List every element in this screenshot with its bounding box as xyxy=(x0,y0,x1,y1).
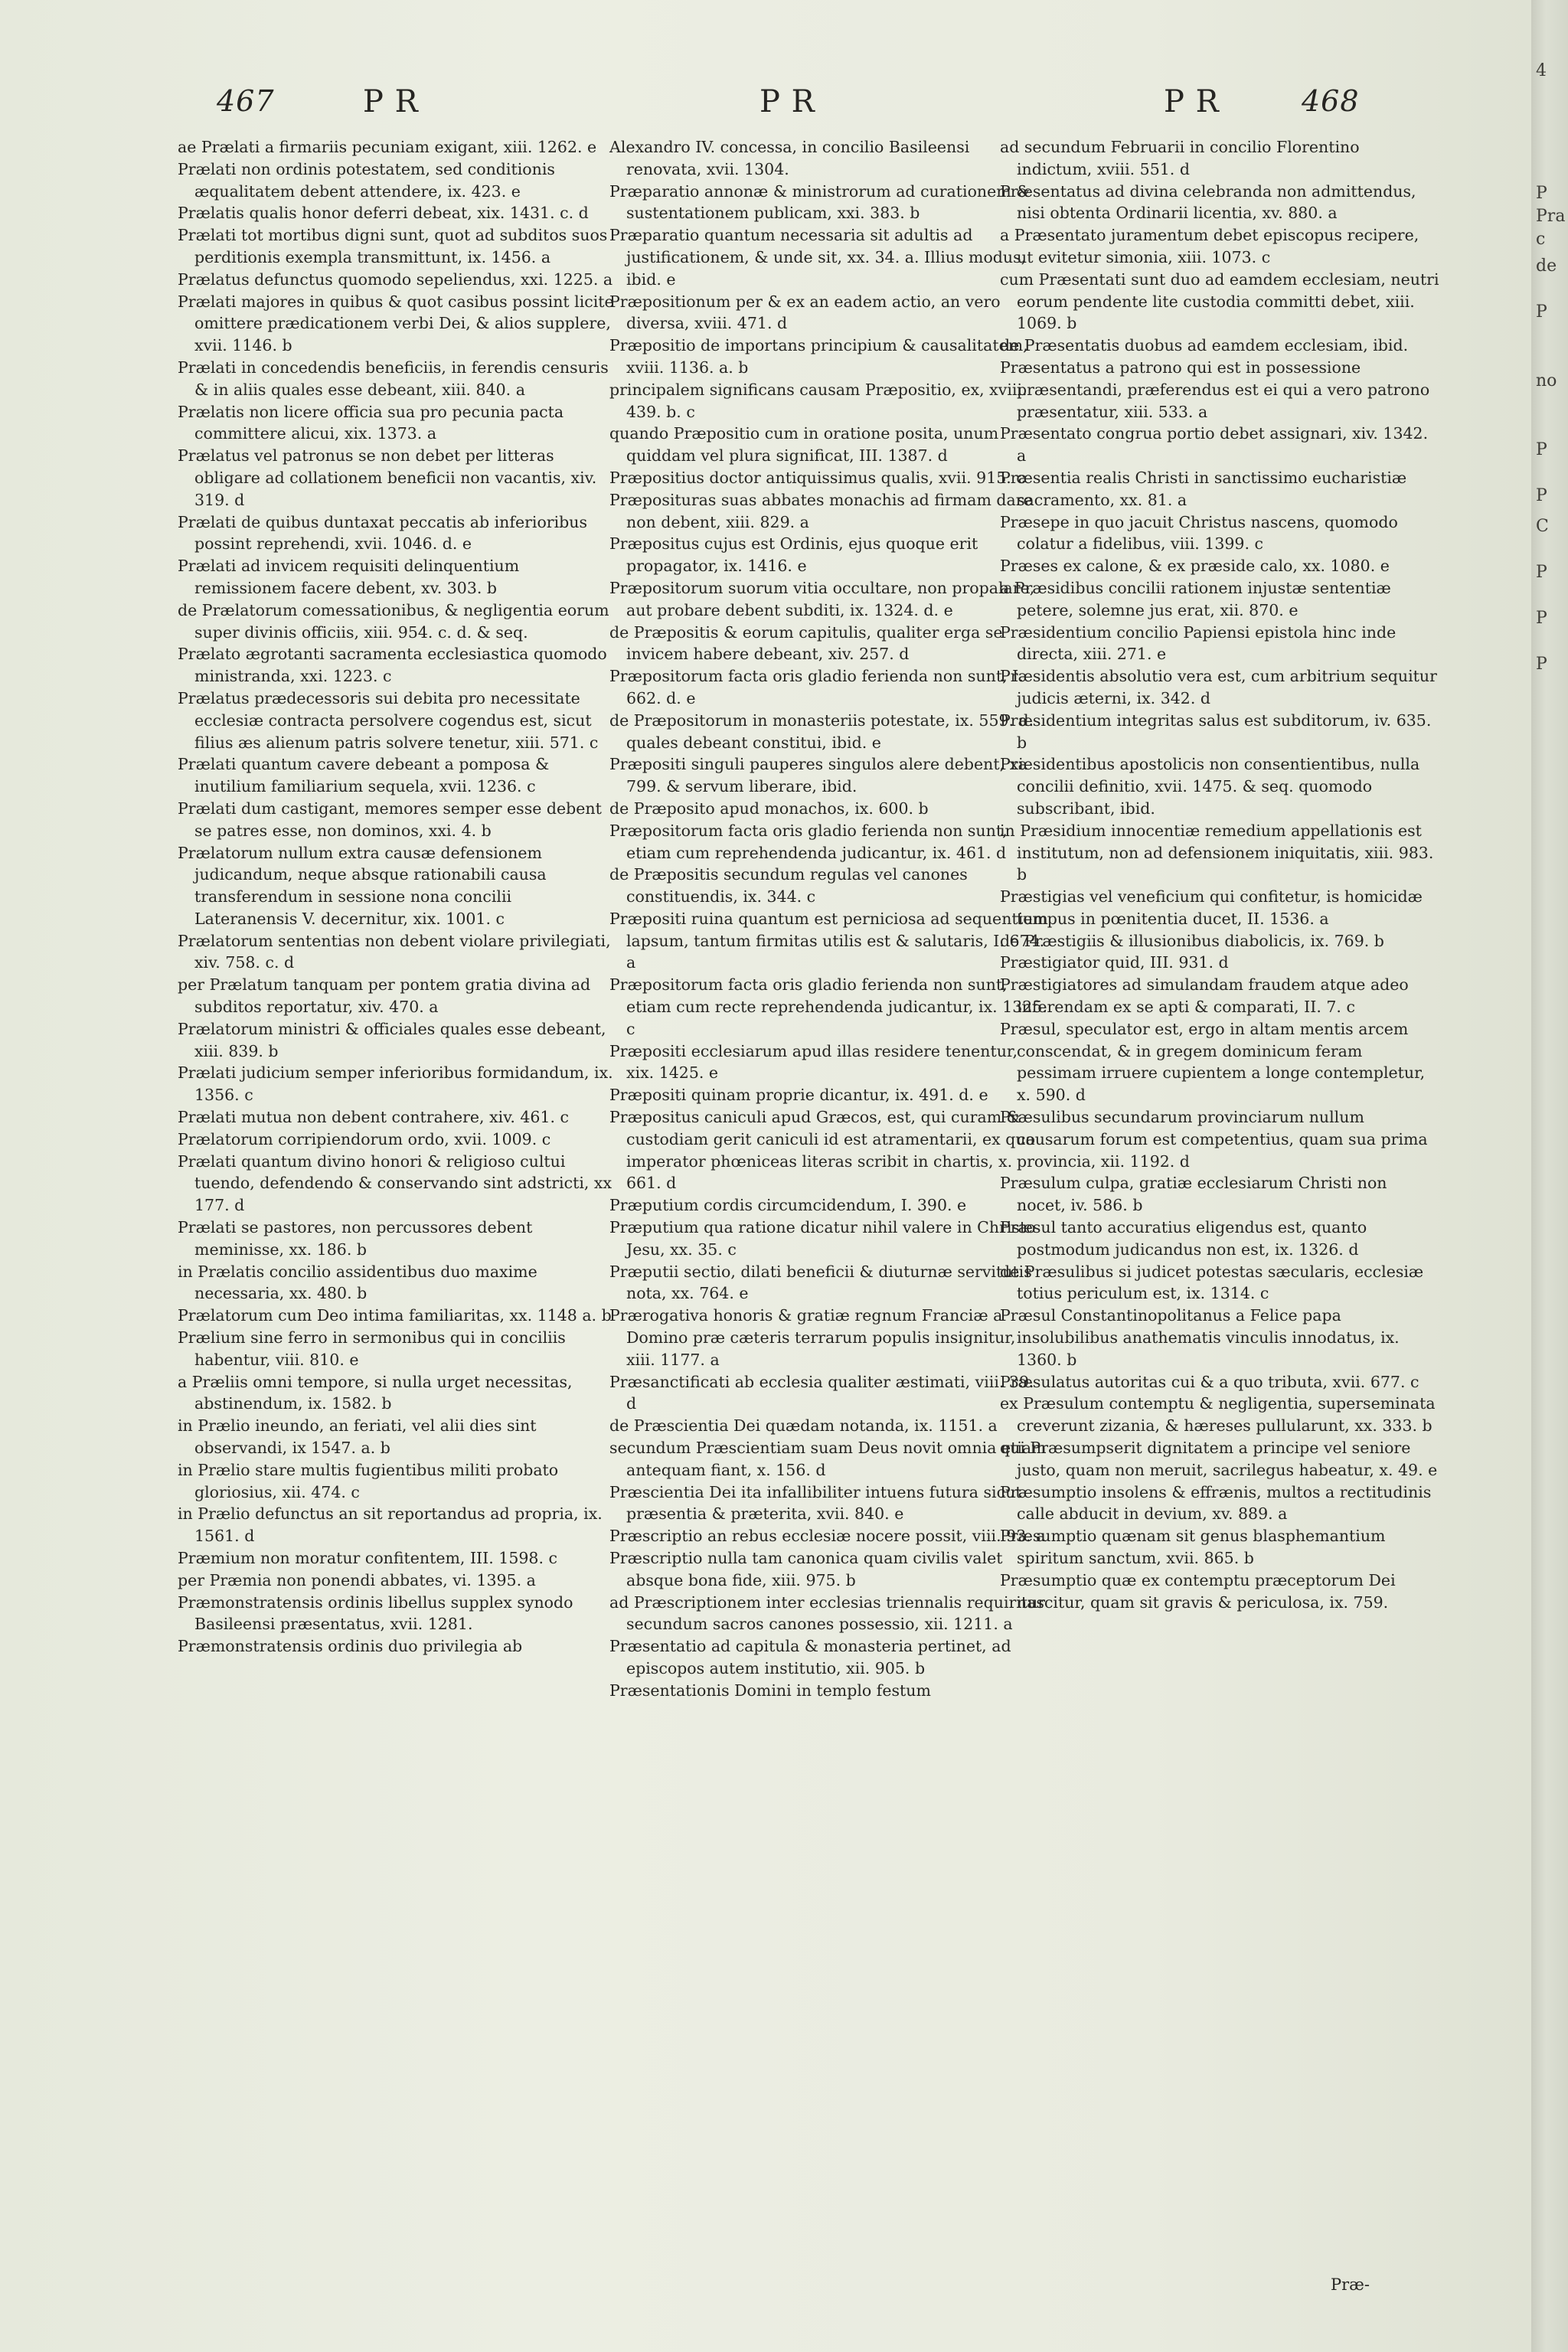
index-entry: Prælati judicium semper inferioribus formidandum, ix. 1356. c xyxy=(178,1063,613,1105)
adjacent-page-fragment: no xyxy=(1536,371,1557,390)
index-entry: Prælato ægrotanti sacramenta ecclesiastica quomodo ministranda, xxi. 1223. c xyxy=(178,645,607,686)
index-entry: Prælatorum nullum extra causæ defensionem judicandum, neque absque rationabili causa transferendum in sessione nona concilii Lateranensis V. decernitur, xix. 1001. c xyxy=(178,843,547,928)
index-entry: Prælatus vel patronus se non debet per litteras obligare ad collationem beneficii non vacantis, xiv. 319. d xyxy=(178,446,597,509)
index-entry: Præsanctificati ab ecclesia qualiter æstimati, viii. 39. d xyxy=(609,1372,1034,1413)
index-entry: Præpositio de importans principium & causalitatem, xviii. 1136. a. b xyxy=(609,336,1028,377)
adjacent-page-edge xyxy=(1531,0,1568,2352)
index-entry: Præsulibus secundarum provinciarum nullum causarum forum est competentius, quam sua prima provincia, xii. 1192. d xyxy=(1000,1108,1428,1171)
adjacent-page-fragment: P xyxy=(1536,563,1547,582)
index-entry: de Præsentatis duobus ad eamdem ecclesiam, ibid. xyxy=(1000,336,1409,355)
index-entry: de Præpositis & eorum capitulis, qualiter erga se invicem habere debeant, xiv. 257. d xyxy=(609,622,1003,664)
index-entry: de Præscientia Dei quædam notanda, ix. 1151. a xyxy=(609,1416,998,1436)
index-entry: in Prælio ineundo, an feriati, vel alii dies sint observandi, ix 1547. a. b xyxy=(178,1416,537,1458)
index-entry: Prælati se pastores, non percussores debent meminisse, xx. 186. b xyxy=(178,1218,533,1259)
index-entry: Prælatorum sententias non debent violare privilegiati, xiv. 758. c. d xyxy=(178,931,611,972)
index-entry: Præpositorum facta oris gladio ferienda non sunt, etiam cum recte reprehendenda judicantur, ix. 1325. c xyxy=(609,975,1047,1038)
index-entry: in Prælatis concilio assidentibus duo maxime necessaria, xx. 480. b xyxy=(178,1262,537,1303)
adjacent-page-fragment: P xyxy=(1536,302,1547,322)
index-entry: Prælati ad invicem requisiti delinquentium remissionem facere debent, xv. 303. b xyxy=(178,557,520,597)
index-entry: Præputii sectio, dilati beneficii & diuturnæ servitutis nota, xx. 764. e xyxy=(609,1262,1032,1303)
index-entry: Prælatis non licere officia sua pro pecunia pacta committere alicui, xix. 1373. a xyxy=(178,402,564,443)
index-entry: de Præstigiis & illusionibus diabolicis, ix. 769. b xyxy=(1000,931,1384,950)
index-entry: Prærogativa honoris & gratiæ regnum Franciæ a Domino præ cæteris terrarum populis insignitur, xiii. 1177. a xyxy=(609,1306,1016,1369)
index-entry: ad Præscriptionem inter ecclesias triennalis requiritur secundum sacros canones possessio, xii. 1211. a xyxy=(609,1592,1046,1634)
index-entry: Præsentia realis Christi in sanctissimo eucharistiæ sacramento, xx. 81. a xyxy=(1000,468,1407,509)
index-entry: Præsulum culpa, gratiæ ecclesiarum Christi non nocet, iv. 586. b xyxy=(1000,1174,1387,1215)
index-entry: Præpositius doctor antiquissimus qualis, xvii. 915. c xyxy=(609,468,1025,487)
adjacent-page-fragment: P xyxy=(1536,486,1547,505)
index-column-right xyxy=(1000,136,1439,1613)
index-entry: Præsentatio ad capitula & monasteria pertinet, ad episcopos autem institutio, xii. 905. b xyxy=(609,1637,1011,1677)
index-entry: Prælati dum castigant, memores semper esse debent se patres esse, non dominos, xxi. 4. b xyxy=(178,799,602,840)
index-entry: Prælium sine ferro in sermonibus qui in conciliis habentur, viii. 810. e xyxy=(178,1328,566,1369)
index-entry: Præpositionum per & ex an eadem actio, an vero diversa, xviii. 471. d xyxy=(609,292,1001,333)
index-entry: quando Præpositio cum in oratione posita, unum quiddam vel plura significat, III. 1387. d xyxy=(609,424,999,466)
index-entry: per Prælatum tanquam per pontem gratia divina ad subditos reportatur, xiv. 470. a xyxy=(178,975,591,1017)
index-entry: Præsentato congrua portio debet assignari, xiv. 1342. a xyxy=(1000,424,1429,466)
index-entry: Præsul tanto accuratius eligendus est, quanto postmodum judicandus non est, ix. 1326. d xyxy=(1000,1218,1367,1259)
adjacent-page-fragment: Pra xyxy=(1536,207,1566,226)
index-entry: Prælati quantum cavere debeant a pomposa & inutilium familiarium sequela, xvii. 1236. c xyxy=(178,755,550,796)
index-entry: Præstigiator quid, III. 931. d xyxy=(1000,953,1229,972)
index-entry: Præscientia Dei ita infallibiliter intuens futura sicut præsentia & præterita, xvii. 840. e xyxy=(609,1482,1022,1524)
index-entry: Præmium non moratur confitentem, III. 1598. c xyxy=(178,1549,557,1567)
index-entry: Præstigias vel veneficium qui confitetur, is homicidæ tempus in pœnitentia ducet, II. 1536. a xyxy=(1000,887,1423,928)
index-entry: ae Prælati a firmariis pecuniam exigant, xiii. 1262. e xyxy=(178,138,597,156)
index-entry: de Prælatorum comessationibus, & negligentia eorum super divinis officiis, xiii. 954. c. d. & seq. xyxy=(178,600,609,642)
index-entry: Præposituras suas abbates monachis ad firmam dare non debent, xiii. 829. a xyxy=(609,490,1033,531)
index-entry: Præsentationis Domini in templo festum xyxy=(609,1681,931,1700)
index-entry: Prælatorum corripiendorum ordo, xvii. 1009. c xyxy=(178,1129,551,1148)
index-entry: Alexandro IV. concessa, in concilio Basileensi renovata, xvii. 1304. xyxy=(609,138,970,178)
adjacent-page-fragment: C xyxy=(1536,517,1549,536)
index-entry: Præsentatus ad divina celebranda non admittendus, nisi obtenta Ordinarii licentia, xv. 880. a xyxy=(1000,181,1416,223)
index-entry: Præmonstratensis ordinis duo privilegia ab xyxy=(178,1637,523,1656)
running-head-left: P R xyxy=(363,84,419,119)
index-entry: de Præposito apud monachos, ix. 600. b xyxy=(609,799,929,818)
index-entry: principalem significans causam Præpositio, ex, xviii. 439. b. c xyxy=(609,380,1027,421)
index-entry: Præpositorum facta oris gladio ferienda non sunt, etiam cum reprehendenda judicantur, ix. 461. d xyxy=(609,821,1008,862)
running-head-right: P R xyxy=(1164,84,1220,119)
index-entry: Prælati tot mortibus digni sunt, quot ad subditos suos perditionis exempla transmittunt, ix. 1456. a xyxy=(178,226,608,266)
index-entry: Præpositi singuli pauperes singulos alere debent, xi. 799. & servum liberare, ibid. xyxy=(609,755,1029,796)
index-entry: Præscriptio nulla tam canonica quam civilis valet absque bona fide, xiii. 975. b xyxy=(609,1549,1003,1589)
index-entry: Prælati majores in quibus & quot casibus possint licite omittere prædicationem verbi Dei, & alios supplere, xvii. 1146. b xyxy=(178,292,614,355)
index-entry: in Prælio stare multis fugientibus militi probato gloriosius, xii. 474. c xyxy=(178,1460,559,1501)
index-entry: Præsidentis absolutio vera est, cum arbitrium sequitur judicis æterni, ix. 342. d xyxy=(1000,667,1437,707)
index-entry: Præsepe in quo jacuit Christus nascens, quomodo colatur a fidelibus, viii. 1399. c xyxy=(1000,512,1398,554)
adjacent-page-fragment: P xyxy=(1536,609,1547,628)
index-entry: Præmonstratensis ordinis libellus supplex synodo Basileensi præsentatus, xvii. 1281. xyxy=(178,1592,573,1634)
index-entry: cum Præsentati sunt duo ad eamdem ecclesiam, neutri eorum pendente lite custodia committi debet, xiii. 1069. b xyxy=(1000,270,1439,333)
index-entry: Præses ex calone, & ex præside calo, xx. 1080. e xyxy=(1000,557,1390,576)
index-entry: qui Præsumpserit dignitatem a principe vel seniore justo, quam non meruit, sacrilegus habeatur, x. 49. e xyxy=(1000,1439,1438,1479)
index-entry: a Præliis omni tempore, si nulla urget necessitas, abstinendum, ix. 1582. b xyxy=(178,1372,573,1413)
index-entry: Prælati non ordinis potestatem, sed conditionis æqualitatem debent attendere, ix. 423. e xyxy=(178,159,555,201)
index-entry: Præpositi ruina quantum est perniciosa ad sequentium lapsum, tantum firmitas utilis est & salutaris, I. 674. a xyxy=(609,909,1048,972)
index-entry: de Præsulibus si judicet potestas sæcularis, ecclesiæ totius periculum est, ix. 1314. c xyxy=(1000,1262,1424,1303)
index-entry: Præputium qua ratione dicatur nihil valere in Christo Jesu, xx. 35. c xyxy=(609,1218,1036,1259)
index-entry: Prælati quantum divino honori & religioso cultui tuendo, defendendo & conservando sint adstricti, xx 177. d xyxy=(178,1152,612,1215)
index-entry: Præsulatus autoritas cui & a quo tributa, xvii. 677. c xyxy=(1000,1372,1419,1391)
index-entry: Præpositus caniculi apud Græcos, est, qui curam & custodiam gerit caniculi id est atramentarii, ex quo imperator phœniceas literas scribit in chartis, x. 661. d xyxy=(609,1108,1035,1193)
adjacent-page-fragment: P xyxy=(1536,440,1547,459)
index-entry: a Præsidibus concilii rationem injustæ sententiæ petere, solemne jus erat, xii. 870. e xyxy=(1000,578,1391,619)
index-column-center xyxy=(609,136,1049,1702)
index-entry: per Præmia non ponendi abbates, vi. 1395. a xyxy=(178,1570,536,1589)
index-column-left xyxy=(178,136,617,1658)
index-entry: Prælatus prædecessoris sui debita pro necessitate ecclesiæ contracta persolvere cogendus est, sicut filius æs alienum patris solvere tenetur, xiii. 571. c xyxy=(178,688,599,752)
index-entry: in Prælio defunctus an sit reportandus ad propria, ix. 1561. d xyxy=(178,1504,603,1546)
index-entry: secundum Præscientiam suam Deus novit omnia etiam antequam fiant, x. 156. d xyxy=(609,1439,1047,1479)
page-number-left: 467 xyxy=(217,84,275,118)
index-entry: a Præsentato juramentum debet episcopus recipere, ut evitetur simonia, xiii. 1073. c xyxy=(1000,226,1419,266)
adjacent-page-fragment: de xyxy=(1536,256,1557,276)
index-entry: de Præpositis secundum regulas vel canones constituendis, ix. 344. c xyxy=(609,865,968,906)
index-entry: Præsidentium concilio Papiensi epistola hinc inde directa, xiii. 271. e xyxy=(1000,622,1396,664)
index-entry: Præparatio quantum necessaria sit adultis ad justificationem, & unde sit, xx. 34. a. Illius modus, ibid. e xyxy=(609,226,1027,289)
index-entry: Præpositorum facta oris gladio ferienda non sunt, I. 662. d. e xyxy=(609,667,1024,707)
index-entry: Præsidentium integritas salus est subditorum, iv. 635. b xyxy=(1000,710,1432,752)
index-entry: Præpositi ecclesiarum apud illas residere tenentur, xix. 1425. e xyxy=(609,1041,1018,1083)
index-entry: Præputium cordis circumcidendum, I. 390. e xyxy=(609,1196,967,1215)
index-entry: Prælati mutua non debent contrahere, xiv. 461. c xyxy=(178,1108,570,1127)
adjacent-page-fragment: P xyxy=(1536,655,1547,674)
index-entry: in Præsidium innocentiæ remedium appellationis est institutum, non ad defensionem iniquitatis, xiii. 983. b xyxy=(1000,821,1434,884)
index-entry: ex Præsulum contemptu & negligentia, superseminata creverunt zizania, & hæreses pullularunt, xx. 333. b xyxy=(1000,1394,1436,1436)
running-head-center: P R xyxy=(760,84,815,119)
index-entry: Præsentatus a patrono qui est in possessione præsentandi, præferendus est ei qui a vero patrono præsentatur, xiii. 533. a xyxy=(1000,358,1430,421)
index-entry: Præparatio annonæ & ministrorum ad curationem & sustentationem publicam, xxi. 383. b xyxy=(609,181,1031,223)
index-entry: Prælati de quibus duntaxat peccatis ab inferioribus possint reprehendi, xvii. 1046. d. e xyxy=(178,512,588,554)
index-entry: ad secundum Februarii in concilio Florentino indictum, xviii. 551. d xyxy=(1000,138,1360,178)
index-entry: Præstigiatores ad simulandam fraudem atque adeo inferendam ex se apti & comparati, II. 7. c xyxy=(1000,975,1409,1017)
adjacent-page-fragment: c xyxy=(1536,230,1546,249)
index-entry: Præsul Constantinopolitanus a Felice papa insolubilibus anathematis vinculis innodatus, ix. 1360. b xyxy=(1000,1306,1400,1369)
index-entry: Præsumptio insolens & effrænis, multos a rectitudinis calle abducit in devium, xv. 889. a xyxy=(1000,1482,1432,1524)
adjacent-page-fragment: P xyxy=(1536,184,1547,203)
index-entry: Præsumptio quæ ex contemptu præceptorum Dei nascitur, quam sit gravis & periculosa, ix. 759. xyxy=(1000,1570,1396,1612)
page-number-right: 468 xyxy=(1302,84,1360,118)
index-entry: Prælatorum cum Deo intima familiaritas, xx. 1148 a. b xyxy=(178,1306,612,1325)
index-entry: Præpositorum suorum vitia occultare, non propalare, aut probare debent subditi, ix. 1324. d. e xyxy=(609,578,1035,619)
index-entry: Prælatorum ministri & officiales quales esse debeant, xiii. 839. b xyxy=(178,1019,606,1060)
index-entry: Præsidentibus apostolicis non consentientibus, nulla concilii definitio, xvii. 1475. & seq. quomodo subscribant, ibid. xyxy=(1000,755,1420,818)
adjacent-page-fragment: 4 xyxy=(1536,61,1547,80)
catchword: Præ- xyxy=(1331,2275,1370,2294)
index-entry: Præscriptio an rebus ecclesiæ nocere possit, viii. 93. a xyxy=(609,1527,1046,1546)
index-entry: Prælati in concedendis beneficiis, in ferendis censuris & in aliis quales esse debeant, xiii. 840. a xyxy=(178,358,609,399)
index-entry: Præsumptio quænam sit genus blasphemantium spiritum sanctum, xvii. 865. b xyxy=(1000,1527,1386,1567)
index-entry: Præpositi quinam proprie dicantur, ix. 491. d. e xyxy=(609,1086,988,1105)
index-entry: Prælatus defunctus quomodo sepeliendus, xxi. 1225. a xyxy=(178,270,613,289)
index-entry: Præpositus cujus est Ordinis, ejus quoque erit propagator, ix. 1416. e xyxy=(609,534,978,576)
index-entry: Præsul, speculator est, ergo in altam mentis arcem conscendat, & in gregem dominicum feram pessimam irruere cupientem a longe contempletur, x. 590. d xyxy=(1000,1019,1426,1105)
index-entry: de Præpositorum in monasteriis potestate, ix. 559. d. quales debeant constitui, ibid. e xyxy=(609,710,1034,752)
index-entry: Prælatis qualis honor deferri debeat, xix. 1431. c. d xyxy=(178,204,589,223)
